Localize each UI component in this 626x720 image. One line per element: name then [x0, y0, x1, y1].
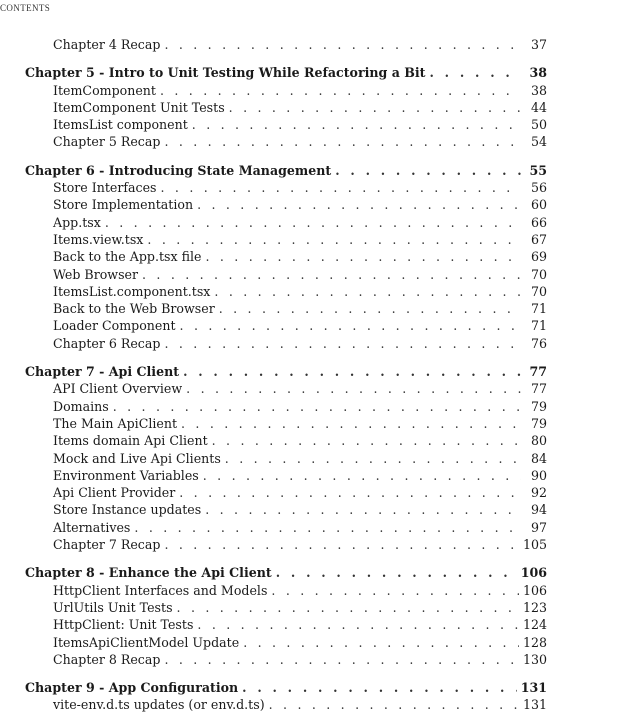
toc-page-number: 44 [530, 99, 547, 115]
toc-section-entry[interactable] [25, 519, 547, 536]
toc-page-number: 38 [529, 65, 547, 81]
toc-page-number: 71 [530, 301, 547, 317]
toc-entry-title: Items.view.tsx [53, 231, 144, 247]
toc-page-number: 80 [530, 433, 547, 449]
toc-section-entry[interactable] [25, 196, 547, 213]
dot-leader [164, 536, 519, 553]
dot-leader [269, 696, 519, 713]
toc-entry-title: ItemComponent Unit Tests [53, 99, 225, 115]
toc-entry-title: Back to the App.tsx file [53, 249, 202, 265]
dot-leader [164, 36, 521, 53]
toc-section-entry[interactable] [25, 214, 547, 231]
toc-entry-title: HttpClient: Unit Tests [53, 617, 194, 633]
toc-page-number: 92 [530, 485, 547, 501]
toc-entry-title: Chapter 8 - Enhance the Api Client [25, 565, 272, 581]
toc-chapter-entry[interactable] [25, 363, 547, 380]
toc-section-entry[interactable] [25, 36, 547, 53]
toc-section-entry[interactable] [25, 651, 547, 668]
toc-page-number: 70 [530, 283, 547, 299]
toc-page-number: 94 [530, 502, 547, 518]
toc-page-number: 77 [529, 364, 547, 380]
toc-section-entry[interactable] [25, 599, 547, 616]
dot-leader [430, 64, 521, 81]
toc-section-entry[interactable] [25, 317, 547, 334]
toc-entry-title: Chapter 8 Recap [53, 651, 161, 667]
toc-page-number: 105 [522, 537, 547, 553]
toc-section-entry[interactable] [25, 398, 547, 415]
toc-entry-title: ItemsApiClientModel Update [53, 634, 240, 650]
toc-section-entry[interactable] [25, 266, 547, 283]
dot-leader [335, 162, 521, 179]
toc-page-number: 37 [530, 37, 547, 52]
dot-leader [229, 99, 521, 116]
dot-leader [214, 283, 521, 300]
dot-leader [205, 248, 521, 265]
running-header: CONTENTS [0, 3, 51, 13]
toc-page-number: 130 [522, 651, 547, 667]
toc-entry-title: Domains [53, 398, 109, 414]
toc-entry-title: Items domain Api Client [53, 433, 208, 449]
toc-section-entry[interactable] [25, 501, 547, 518]
dot-leader [147, 231, 521, 248]
toc-entry-title: UrlUtils Unit Tests [53, 599, 173, 615]
dot-leader [186, 380, 521, 397]
toc-page-number: 106 [520, 565, 547, 581]
toc-entry-title: Chapter 5 - Intro to Unit Testing While Refactoring a Bit [25, 65, 426, 81]
toc-page-number: 79 [530, 398, 547, 414]
toc-chapter-entry[interactable] [25, 64, 547, 81]
toc-section-entry[interactable] [25, 536, 547, 553]
toc-entry-title: App.tsx [53, 214, 101, 230]
toc-entry-title: ItemsList component [53, 117, 188, 133]
toc-page-number: 124 [522, 617, 547, 633]
table-of-contents [25, 36, 547, 714]
dot-leader [164, 335, 521, 352]
toc-entry-title: Chapter 7 - Api Client [25, 364, 180, 380]
toc-entry-title: Loader Component [53, 318, 176, 334]
toc-entry-title: Mock and Live Api Clients [53, 450, 221, 466]
toc-page-number: 71 [530, 318, 547, 334]
toc-section-entry[interactable] [25, 300, 547, 317]
toc-section-entry[interactable] [25, 179, 547, 196]
toc-section-entry[interactable] [25, 582, 547, 599]
dot-leader [271, 582, 519, 599]
toc-page-number: 131 [522, 697, 547, 713]
toc-page-number: 90 [530, 467, 547, 483]
toc-entry-title: The Main ApiClient [53, 415, 178, 431]
toc-page-number: 50 [530, 117, 547, 133]
toc-entry-title: vite-env.d.ts updates (or env.d.ts) [53, 697, 265, 713]
toc-section-entry[interactable] [25, 380, 547, 397]
toc-page-number: 67 [530, 231, 547, 247]
toc-section-entry[interactable] [25, 335, 547, 352]
toc-entry-title: Chapter 9 - App Configuration [25, 680, 239, 696]
toc-page-number: 38 [530, 82, 547, 98]
dot-leader [197, 616, 519, 633]
dot-leader [113, 398, 521, 415]
dot-leader [243, 634, 519, 651]
dot-leader [164, 651, 519, 668]
dot-leader [180, 317, 521, 334]
toc-page-number: 69 [530, 249, 547, 265]
toc-page-number: 54 [530, 134, 547, 150]
toc-entry-title: Api Client Provider [53, 485, 176, 501]
toc-section-entry[interactable] [25, 99, 547, 116]
toc-entry-title: Back to the Web Browser [53, 301, 215, 317]
toc-page-number: 123 [522, 599, 547, 615]
toc-page-number: 76 [530, 335, 547, 351]
toc-section-entry[interactable] [25, 467, 547, 484]
dot-leader [105, 214, 521, 231]
toc-entry-title: ItemsList.component.tsx [53, 283, 211, 299]
toc-chapter-entry[interactable] [25, 564, 547, 581]
dot-leader [212, 432, 521, 449]
dot-leader [161, 179, 521, 196]
toc-page-number: 56 [530, 180, 547, 196]
toc-section-entry[interactable] [25, 432, 547, 449]
toc-page-number: 70 [530, 266, 547, 282]
dot-leader [134, 519, 521, 536]
dot-leader [192, 116, 521, 133]
toc-section-entry[interactable] [25, 696, 547, 713]
dot-leader [276, 564, 517, 581]
toc-section-entry[interactable] [25, 248, 547, 265]
toc-page-number: 66 [530, 214, 547, 230]
dot-leader [177, 599, 519, 616]
toc-entry-title: API Client Overview [53, 381, 183, 397]
toc-page-number: 79 [530, 415, 547, 431]
toc-section-entry[interactable] [25, 231, 547, 248]
dot-leader [197, 196, 521, 213]
toc-entry-title: Store Interfaces [53, 180, 157, 196]
toc-entry-title: Store Implementation [53, 197, 194, 213]
dot-leader [225, 450, 521, 467]
toc-entry-title: Alternatives [53, 519, 131, 535]
toc-entry-title: Store Instance updates [53, 502, 202, 518]
toc-chapter-entry[interactable] [25, 162, 547, 179]
toc-entry-title: HttpClient Interfaces and Models [53, 582, 268, 598]
toc-section-entry[interactable] [25, 450, 547, 467]
toc-page-number: 131 [520, 680, 547, 696]
toc-page-number: 106 [522, 582, 547, 598]
dot-leader [242, 679, 517, 696]
toc-section-entry[interactable] [25, 415, 547, 432]
toc-chapter-entry[interactable] [25, 679, 547, 696]
dot-leader [181, 415, 521, 432]
dot-leader [179, 484, 521, 501]
toc-section-entry[interactable] [25, 133, 547, 150]
toc-page-number: 55 [529, 162, 547, 178]
toc-entry-title: Chapter 5 Recap [53, 134, 161, 150]
toc-page-number: 84 [530, 450, 547, 466]
toc-entry-title: Web Browser [53, 266, 139, 282]
toc-section-entry[interactable] [25, 634, 547, 651]
dot-leader [142, 266, 521, 283]
toc-section-entry[interactable] [25, 616, 547, 633]
toc-section-entry[interactable] [25, 116, 547, 133]
dot-leader [160, 82, 521, 99]
toc-section-entry[interactable] [25, 484, 547, 501]
toc-page-number: 128 [522, 634, 547, 650]
toc-page-number: 77 [530, 381, 547, 397]
toc-page-number: 60 [530, 197, 547, 213]
toc-entry-title: ItemComponent [53, 82, 156, 98]
dot-leader [203, 467, 521, 484]
toc-entry-title: Chapter 6 - Introducing State Management [25, 162, 332, 178]
toc-entry-title: Chapter 6 Recap [53, 335, 161, 351]
toc-entry-title: Chapter 4 Recap [53, 37, 161, 52]
toc-section-entry[interactable] [25, 82, 547, 99]
toc-entry-title: Chapter 7 Recap [53, 537, 161, 553]
dot-leader [219, 300, 521, 317]
dot-leader [164, 133, 521, 150]
toc-page-number: 97 [530, 519, 547, 535]
dot-leader [183, 363, 521, 380]
toc-entry-title: Environment Variables [53, 467, 199, 483]
toc-section-entry[interactable] [25, 283, 547, 300]
dot-leader [205, 501, 521, 518]
